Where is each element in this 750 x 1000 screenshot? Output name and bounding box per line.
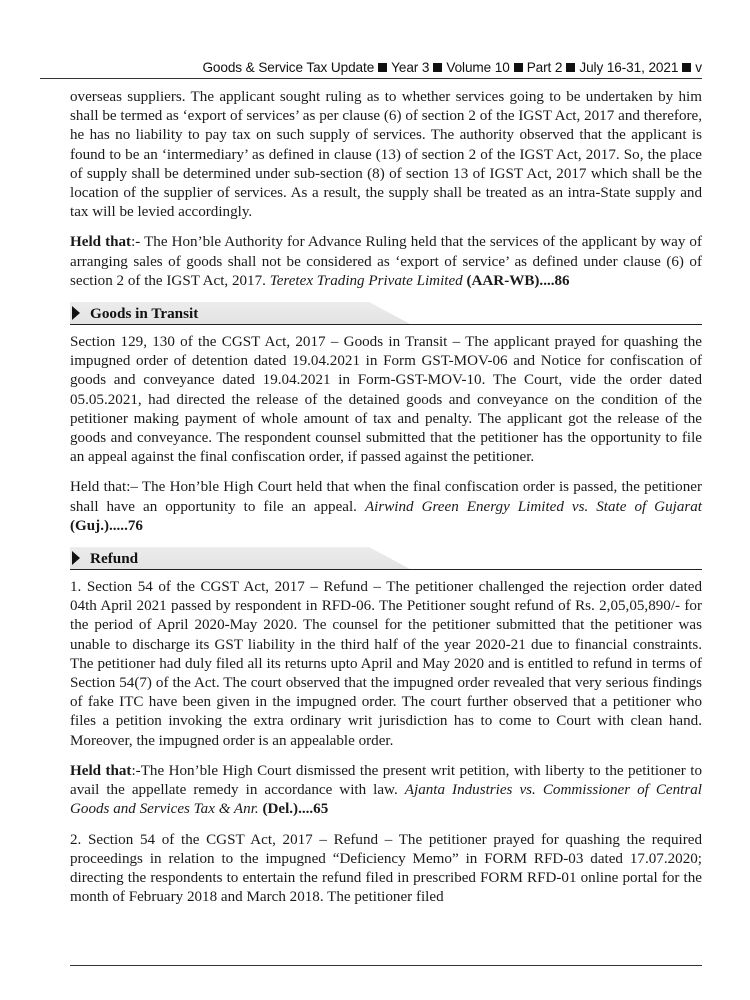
refund-item-2-paragraph: 2. Section 54 of the CGST Act, 2017 – Refund – The petitioner prayed for quashing the required proceedings in relation to the impugned “Deficiency Memo” in FORM RFD-03 dated 17.07.2020; directing the respondents to entertain the refund filed in prescribed FORM RFD-01 online portal for the month of February 2018 and March 2018. The petitioner filed — [70, 831, 702, 906]
section-header-refund — [70, 547, 702, 570]
case-name: Teretex Trading Private Limited — [269, 272, 463, 289]
square-bullet-icon — [682, 63, 691, 72]
publication-title: Goods & Service Tax Update — [202, 60, 375, 75]
held-label: Held that — [70, 234, 132, 251]
square-bullet-icon — [566, 63, 575, 72]
refund-item-1-paragraph: 1. Section 54 of the CGST Act, 2017 – Refund – The petitioner challenged the rejection order dated 04th April 2021 passed by respondent in RFD-06. The Petitioner sought refund of Rs. 2,05,05,890/- for the period of April 2020-May 2020. The counsel for the petitioner submitted that the petitioner was unable to discharge its GST liability in the third half of the year 2020-21 due to financial constraints. The petitioner had duly filed all its returns upto April and May 2020 and is entitled to refund in terms of Section 54(7) of the Act. The court observed that the impugned order revealed that very serious findings of fake ITC have been given in the impugned order. The court further observed that a petitioner who files a petition invoking the extra ordinary writ jurisdiction has to come to Court with clean hand. Moreover, the impugned order is an appealable order. — [70, 579, 702, 749]
volume-label: Volume 10 — [446, 60, 510, 75]
intro-held-paragraph — [70, 233, 702, 291]
case-citation: (Del.)....65 — [258, 801, 329, 818]
section-held-paragraph — [70, 478, 702, 536]
issue-date: July 16-31, 2021 — [579, 60, 679, 75]
intro-paragraph: overseas suppliers. The applicant sought ruling as to whether services going to be undertaken by him shall be termed as ‘export of services’ as per clause (6) of section 2 of the IGST Act, 2017 and therefore, he has no liability to pay tax on such supply of services. The authority observed that the applicant is found to be an ‘intermediary’ as defined in clause (13) of section 2 of the IGST Act, 2017. So, the place of supply shall be determined under sub-section (8) of section 13 of IGST Act, 2017 which shall be the location of the supplier of services. As a result, the supply shall be treated as an intra-State supply and tax will be levied accordingly. — [70, 89, 702, 221]
section-paragraph: Section 129, 130 of the CGST Act, 2017 – Goods in Transit – The applicant prayed for quashing the impugned order of detention dated 19.04.2021 in Form GST-MOV-06 and Notice for confiscation of goods and conveyance dated 19.04.2021 in Form-GST-MOV-10. The Court, vide the order dated 05.05.2021, had directed the release of the detained goods and conveyance on the condition of the petitioner making payment of whole amount of tax and penalty. The applicant got the release of the goods and conveyance. The respondent counsel submitted that the petitioner has the opportunity to file an appeal against the final confiscation order, if passed against the petitioner. — [70, 334, 702, 466]
held-label: Held that:– — [70, 479, 142, 496]
held-text: :- The Hon’ble Authority for Advance Ruling held that the services of the applicant by way of arranging sales of goods shall not be considered as ‘export of service’ as defined under clause (6) of section 2 of the IGST Act, 2017. — [70, 234, 702, 289]
section-header-goods-in-transit — [70, 302, 702, 325]
triangle-right-icon — [72, 306, 80, 320]
page-number: v — [695, 60, 702, 75]
case-citation: (Guj.).....76 — [70, 517, 143, 534]
held-text: The Hon’ble High Court held that when the final confiscation order is passed, the petitioner shall have an opportunity to file an appeal. — [70, 479, 702, 515]
footer-divider — [70, 965, 702, 966]
section-title: Refund — [90, 550, 139, 568]
held-text: :-The Hon’ble High Court dismissed the present writ petition, with liberty to the petitioner to avail the appellate remedy in accordance with law. — [70, 762, 703, 799]
running-header — [40, 60, 702, 79]
section-title: Goods in Transit — [90, 305, 199, 323]
square-bullet-icon — [378, 63, 387, 72]
case-name: Airwind Green Energy Limited vs. State of Gujarat — [364, 498, 702, 515]
square-bullet-icon — [514, 63, 523, 72]
part-label: Part 2 — [526, 60, 563, 75]
triangle-right-icon — [72, 551, 80, 565]
held-label: Held that — [70, 762, 132, 779]
square-bullet-icon — [433, 63, 442, 72]
refund-item-1-held-paragraph — [70, 762, 702, 820]
main-content — [70, 88, 702, 918]
year-label: Year 3 — [391, 60, 430, 75]
case-citation: (AAR-WB)....86 — [462, 272, 570, 289]
case-name: Ajanta Industries vs. Commissioner of Central Goods and Services Tax & Anr. — [70, 782, 702, 818]
